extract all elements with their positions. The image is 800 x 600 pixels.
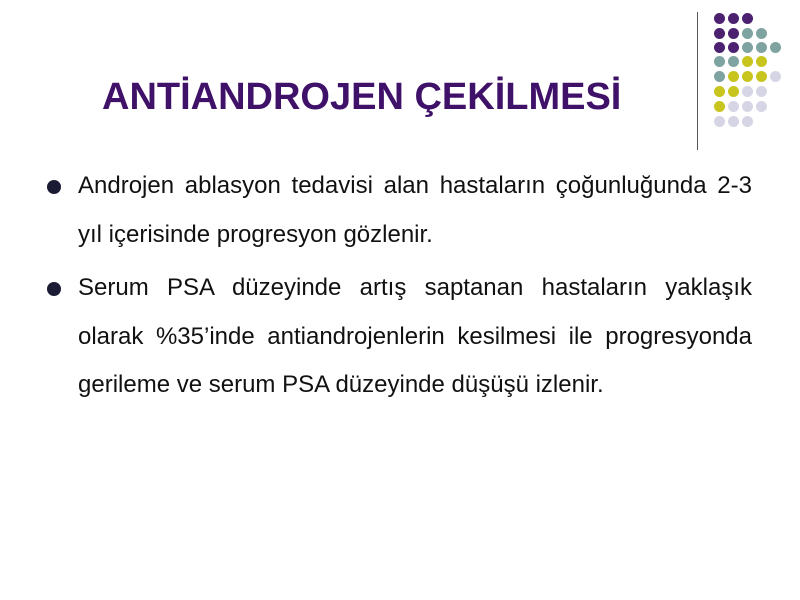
bullet-item <box>40 162 752 259</box>
decorative-dot <box>770 42 781 53</box>
decorative-dot <box>728 86 739 97</box>
decorative-dot <box>756 42 767 53</box>
bullet-icon <box>47 180 61 194</box>
decorative-dot <box>728 116 739 127</box>
decorative-dot <box>714 86 725 97</box>
decorative-dot <box>714 116 725 127</box>
decorative-dot <box>742 28 753 39</box>
decorative-dot <box>742 56 753 67</box>
decorative-dot <box>728 42 739 53</box>
decorative-dot <box>756 86 767 97</box>
bullet-text: Androjen ablasyon tedavisi alan hastaların çoğunluğunda 2-3 yıl içerisinde progresyon gözlenir. <box>78 172 752 248</box>
decorative-dot <box>714 42 725 53</box>
decorative-dot <box>742 116 753 127</box>
decorative-dot <box>714 13 725 24</box>
decorative-dot <box>756 56 767 67</box>
decorative-dot <box>742 71 753 82</box>
decorative-dot <box>756 71 767 82</box>
decorative-dot <box>728 71 739 82</box>
decorative-dot <box>728 13 739 24</box>
decorative-dot <box>742 42 753 53</box>
decorative-dot <box>728 28 739 39</box>
decorative-dot-grid <box>0 0 800 160</box>
decorative-dot <box>742 101 753 112</box>
decorative-dot <box>714 101 725 112</box>
decorative-dot <box>756 28 767 39</box>
bullet-icon <box>47 282 61 296</box>
decorative-dot <box>756 101 767 112</box>
decorative-dot <box>714 71 725 82</box>
decorative-dot <box>714 28 725 39</box>
decorative-dot <box>742 13 753 24</box>
bullet-item <box>40 264 752 410</box>
decorative-dot <box>728 101 739 112</box>
bullet-list <box>40 162 752 415</box>
slide-title: ANTİANDROJEN ÇEKİLMESİ <box>102 76 622 118</box>
decorative-dot <box>770 71 781 82</box>
decorative-dot <box>714 56 725 67</box>
decorative-dot <box>742 86 753 97</box>
decorative-dot <box>728 56 739 67</box>
bullet-text: Serum PSA düzeyinde artış saptanan hastaların yaklaşık olarak %35’inde antiandrojenlerin kesilmesi ile progresyonda gerileme ve serum PSA düzeyinde düşüşü izlenir. <box>78 274 752 398</box>
